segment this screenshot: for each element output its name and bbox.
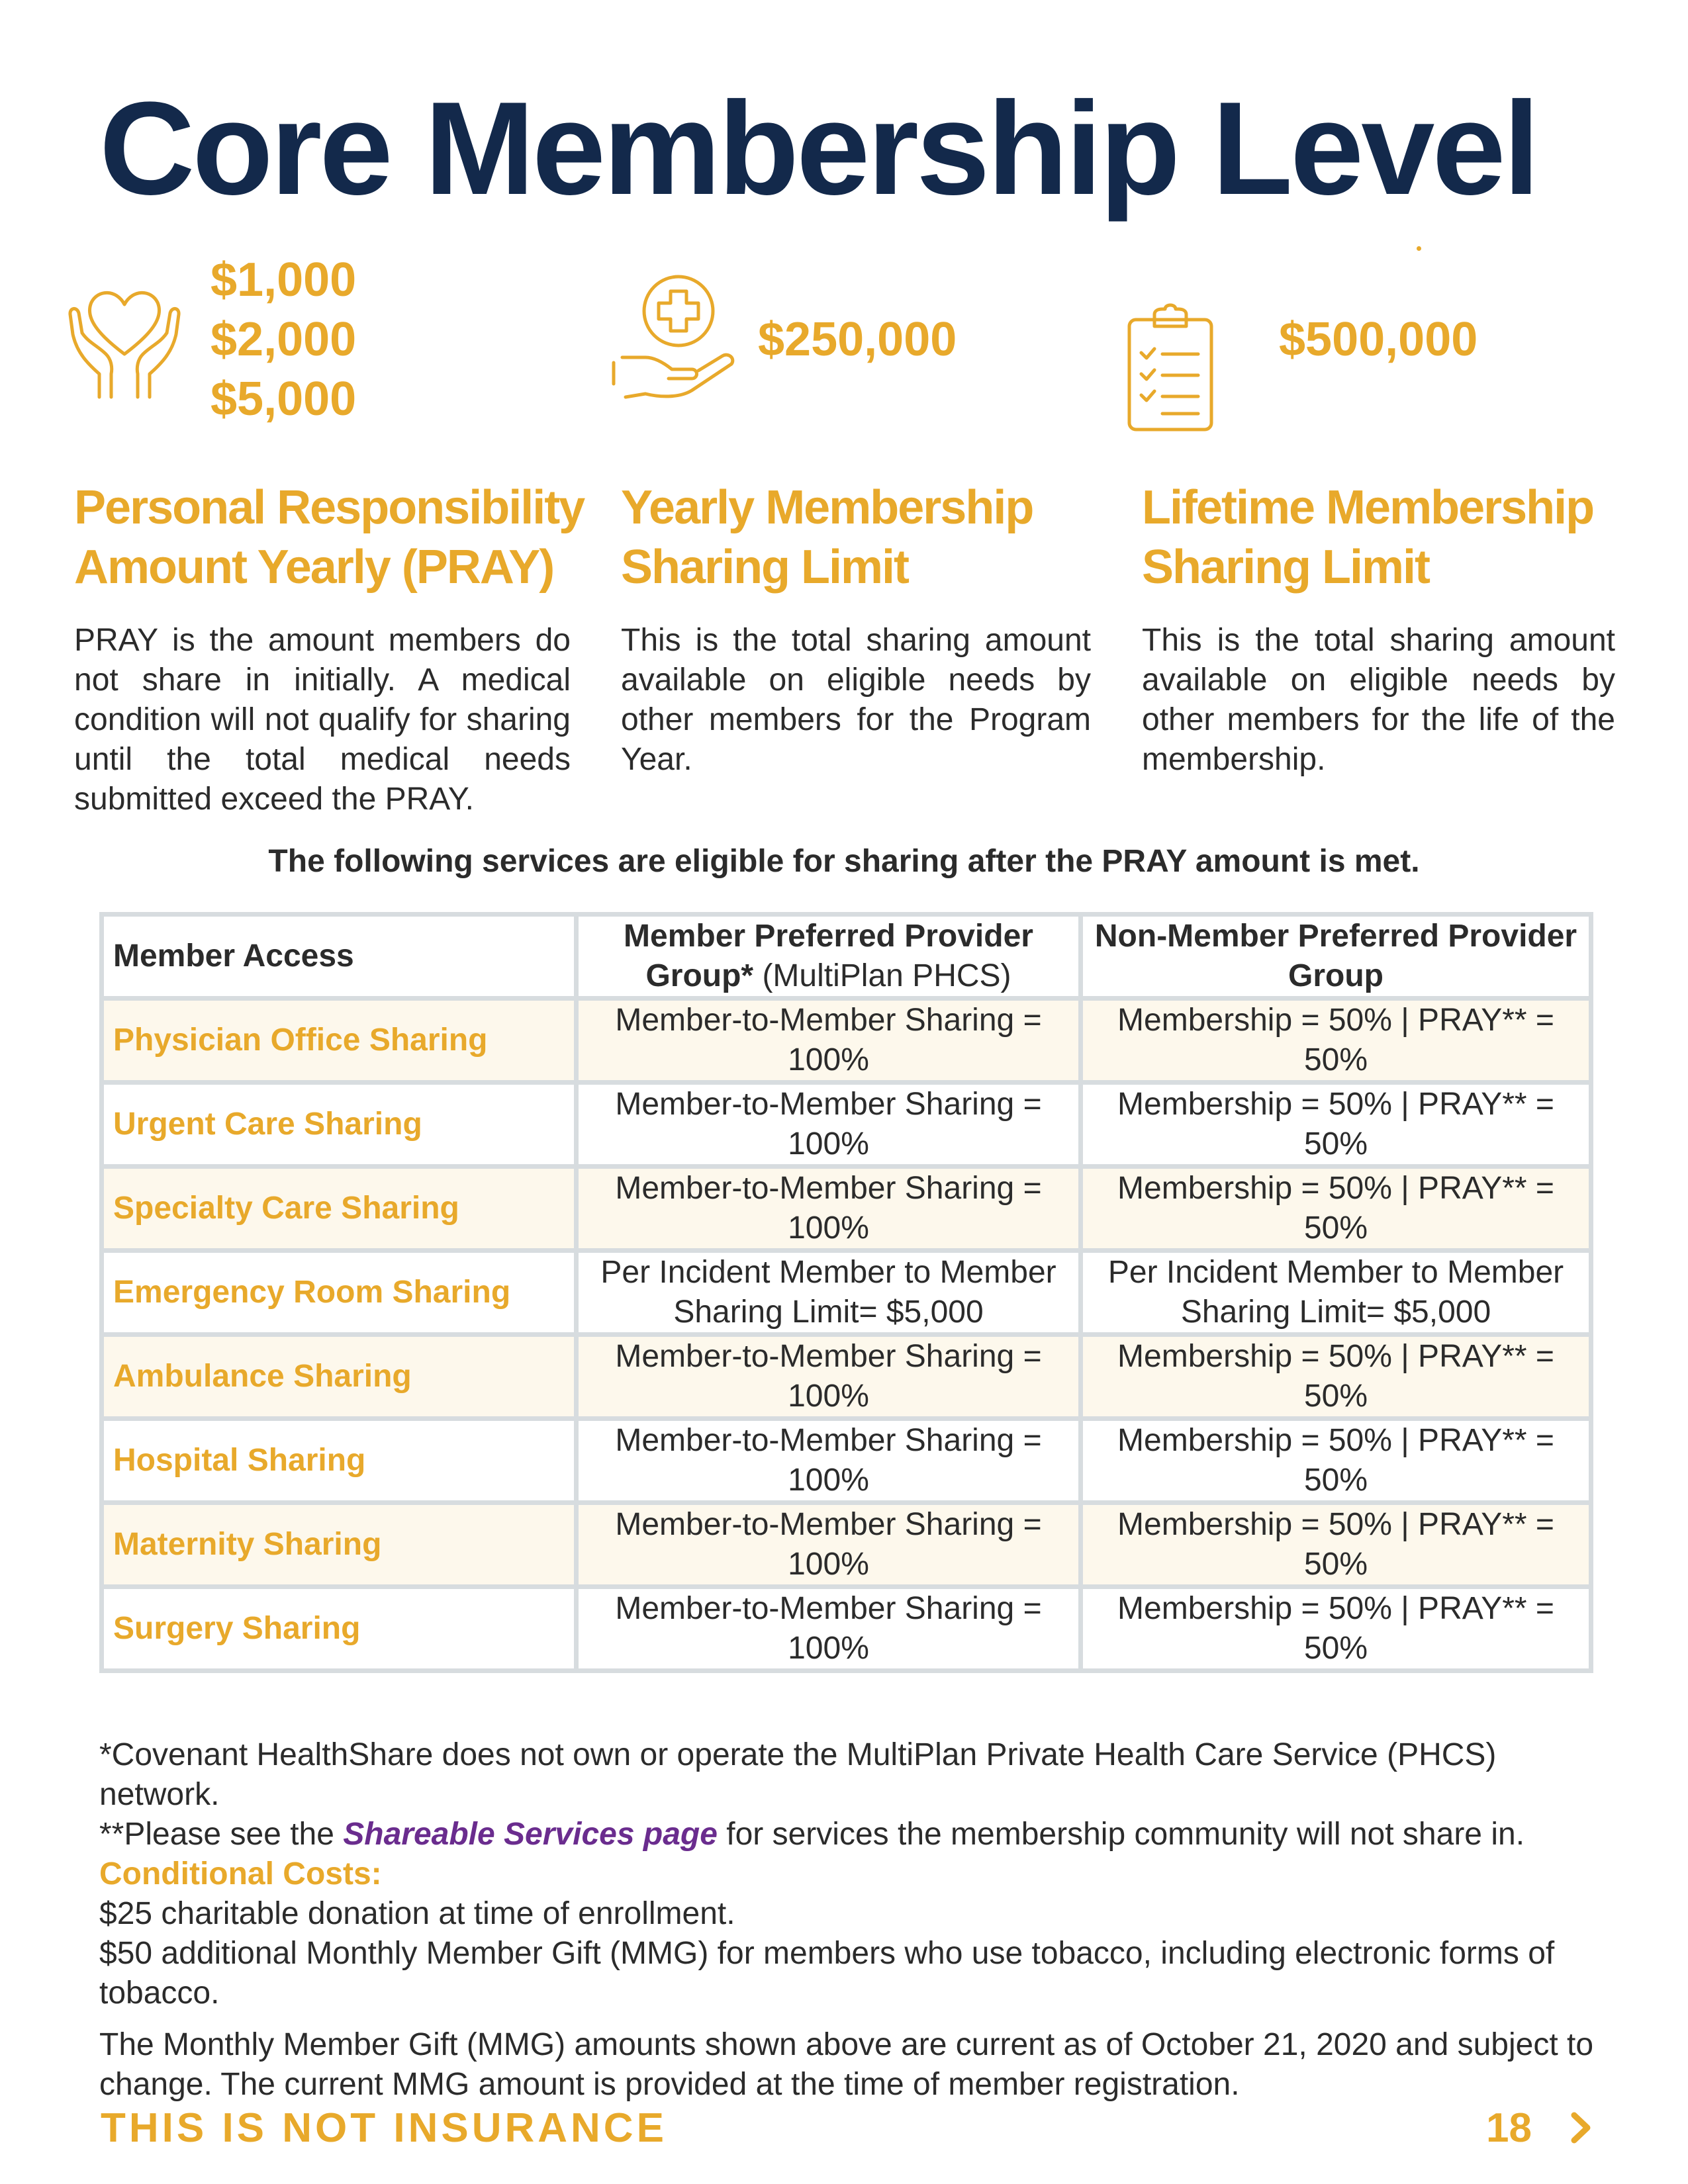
lifetime-limit-amount: [1279, 310, 1477, 369]
non-preferred-sharing: Membership = 50% | PRAY** = 50%: [1081, 1587, 1591, 1671]
tobacco-cost: $50 additional Monthly Member Gift (MMG) for members who use tobacco, including electronic forms of tobacco.: [99, 1936, 1555, 2011]
table-row: [102, 999, 1591, 1083]
conditional-costs-heading: Conditional Costs:: [99, 1856, 382, 1891]
member-access-table: [99, 912, 1593, 1673]
non-preferred-sharing: Membership = 50% | PRAY** = 50%: [1081, 999, 1591, 1083]
non-preferred-sharing: Membership = 50% | PRAY** = 50%: [1081, 1335, 1591, 1419]
lifetime-limit-heading: [1142, 478, 1593, 597]
lifetime-limit-description: This is the total sharing amount available on eligible needs by other members for the life of the membership.: [1142, 623, 1615, 777]
preferred-sharing: Member-to-Member Sharing = 100%: [577, 1503, 1081, 1587]
heading-line: Amount Yearly (PRAY): [74, 541, 554, 594]
yearly-limit-description: This is the total sharing amount available on eligible needs by other members for the Program Year.: [621, 623, 1091, 777]
amount-value: $2,000: [211, 313, 357, 366]
pray-description: PRAY is the amount members do not share in initially. A medical condition will not qualify for sharing until the total medical needs submitted exceed the PRAY.: [74, 623, 571, 817]
medical-cross-hand-icon: [606, 271, 738, 404]
table-row: [102, 1167, 1591, 1251]
non-preferred-sharing: Membership = 50% | PRAY** = 50%: [1081, 1419, 1591, 1503]
pray-heading: [74, 478, 584, 597]
table-header-row: [102, 915, 1591, 999]
service-name: Urgent Care Sharing: [102, 1083, 577, 1167]
clipboard-checklist-icon: [1125, 301, 1218, 433]
amount-value: $5,000: [211, 373, 357, 426]
preferred-sharing: Member-to-Member Sharing = 100%: [577, 1335, 1081, 1419]
shareable-prefix: **Please see the: [99, 1817, 344, 1852]
service-name: Hospital Sharing: [102, 1419, 577, 1503]
table-row: [102, 1083, 1591, 1167]
shareable-suffix: for services the membership community will not share in.: [717, 1817, 1525, 1852]
header-member-access: Member Access: [102, 915, 577, 999]
service-name: Physician Office Sharing: [102, 999, 577, 1083]
non-preferred-sharing: Membership = 50% | PRAY** = 50%: [1081, 1167, 1591, 1251]
service-name: Specialty Care Sharing: [102, 1167, 577, 1251]
header-preferred-bold: Member Preferred Provider Group*: [624, 919, 1033, 993]
yearly-limit-amount: [758, 310, 957, 369]
phcs-note: *Covenant HealthShare does not own or operate the MultiPlan Private Health Care Service (PHCS) network.: [99, 1737, 1497, 1812]
header-non-preferred-provider: Non-Member Preferred Provider Group: [1081, 915, 1591, 999]
chevron-right-icon[interactable]: [1569, 2111, 1593, 2144]
amount-value: $500,000: [1279, 313, 1478, 366]
preferred-sharing: Member-to-Member Sharing = 100%: [577, 1587, 1081, 1671]
preferred-sharing: Member-to-Member Sharing = 100%: [577, 999, 1081, 1083]
table-row: [102, 1419, 1591, 1503]
table-row: [102, 1251, 1591, 1335]
non-preferred-sharing: Membership = 50% | PRAY** = 50%: [1081, 1083, 1591, 1167]
non-preferred-sharing: Membership = 50% | PRAY** = 50%: [1081, 1503, 1591, 1587]
preferred-sharing: Per Incident Member to Member Sharing Limit= $5,000: [577, 1251, 1081, 1335]
preferred-sharing: Member-to-Member Sharing = 100%: [577, 1167, 1081, 1251]
yearly-limit-heading: [621, 478, 1033, 597]
pray-amounts: [211, 250, 356, 429]
table-intro: The following services are eligible for sharing after the PRAY amount is met.: [268, 844, 1420, 879]
non-preferred-sharing: Per Incident Member to Member Sharing Limit= $5,000: [1081, 1251, 1591, 1335]
service-name: Ambulance Sharing: [102, 1335, 577, 1419]
decorative-dot: [1417, 246, 1421, 251]
enrollment-cost: $25 charitable donation at time of enrollment.: [99, 1896, 735, 1931]
footnotes: [99, 1735, 1595, 2105]
shareable-note: [99, 1815, 1595, 1854]
page-title: Core Membership Level: [99, 75, 1538, 222]
mmg-note: The Monthly Member Gift (MMG) amounts shown above are current as of October 21, 2020 and subject to change. The current MMG amount is provided at the time of member registration.: [99, 2027, 1594, 2102]
service-name: Emergency Room Sharing: [102, 1251, 577, 1335]
header-preferred-provider: [577, 915, 1081, 999]
preferred-sharing: Member-to-Member Sharing = 100%: [577, 1083, 1081, 1167]
not-insurance-disclaimer: THIS IS NOT INSURANCE: [101, 2105, 667, 2151]
shareable-services-link[interactable]: Shareable Services page: [343, 1817, 718, 1852]
table-row: [102, 1503, 1591, 1587]
heading-line: Yearly Membership: [621, 481, 1033, 534]
service-name: Surgery Sharing: [102, 1587, 577, 1671]
heading-line: Sharing Limit: [621, 541, 909, 594]
table-row: [102, 1335, 1591, 1419]
header-preferred-network: (MultiPlan PHCS): [753, 958, 1011, 993]
amount-value: $1,000: [211, 253, 357, 306]
table-row: [102, 1587, 1591, 1671]
heading-line: Lifetime Membership: [1142, 481, 1594, 534]
amount-value: $250,000: [758, 313, 957, 366]
service-name: Maternity Sharing: [102, 1503, 577, 1587]
page-number: 18: [1486, 2105, 1532, 2151]
preferred-sharing: Member-to-Member Sharing = 100%: [577, 1419, 1081, 1503]
heading-line: Sharing Limit: [1142, 541, 1430, 594]
heart-hands-icon: [58, 268, 191, 407]
heading-line: Personal Responsibility: [74, 481, 585, 534]
